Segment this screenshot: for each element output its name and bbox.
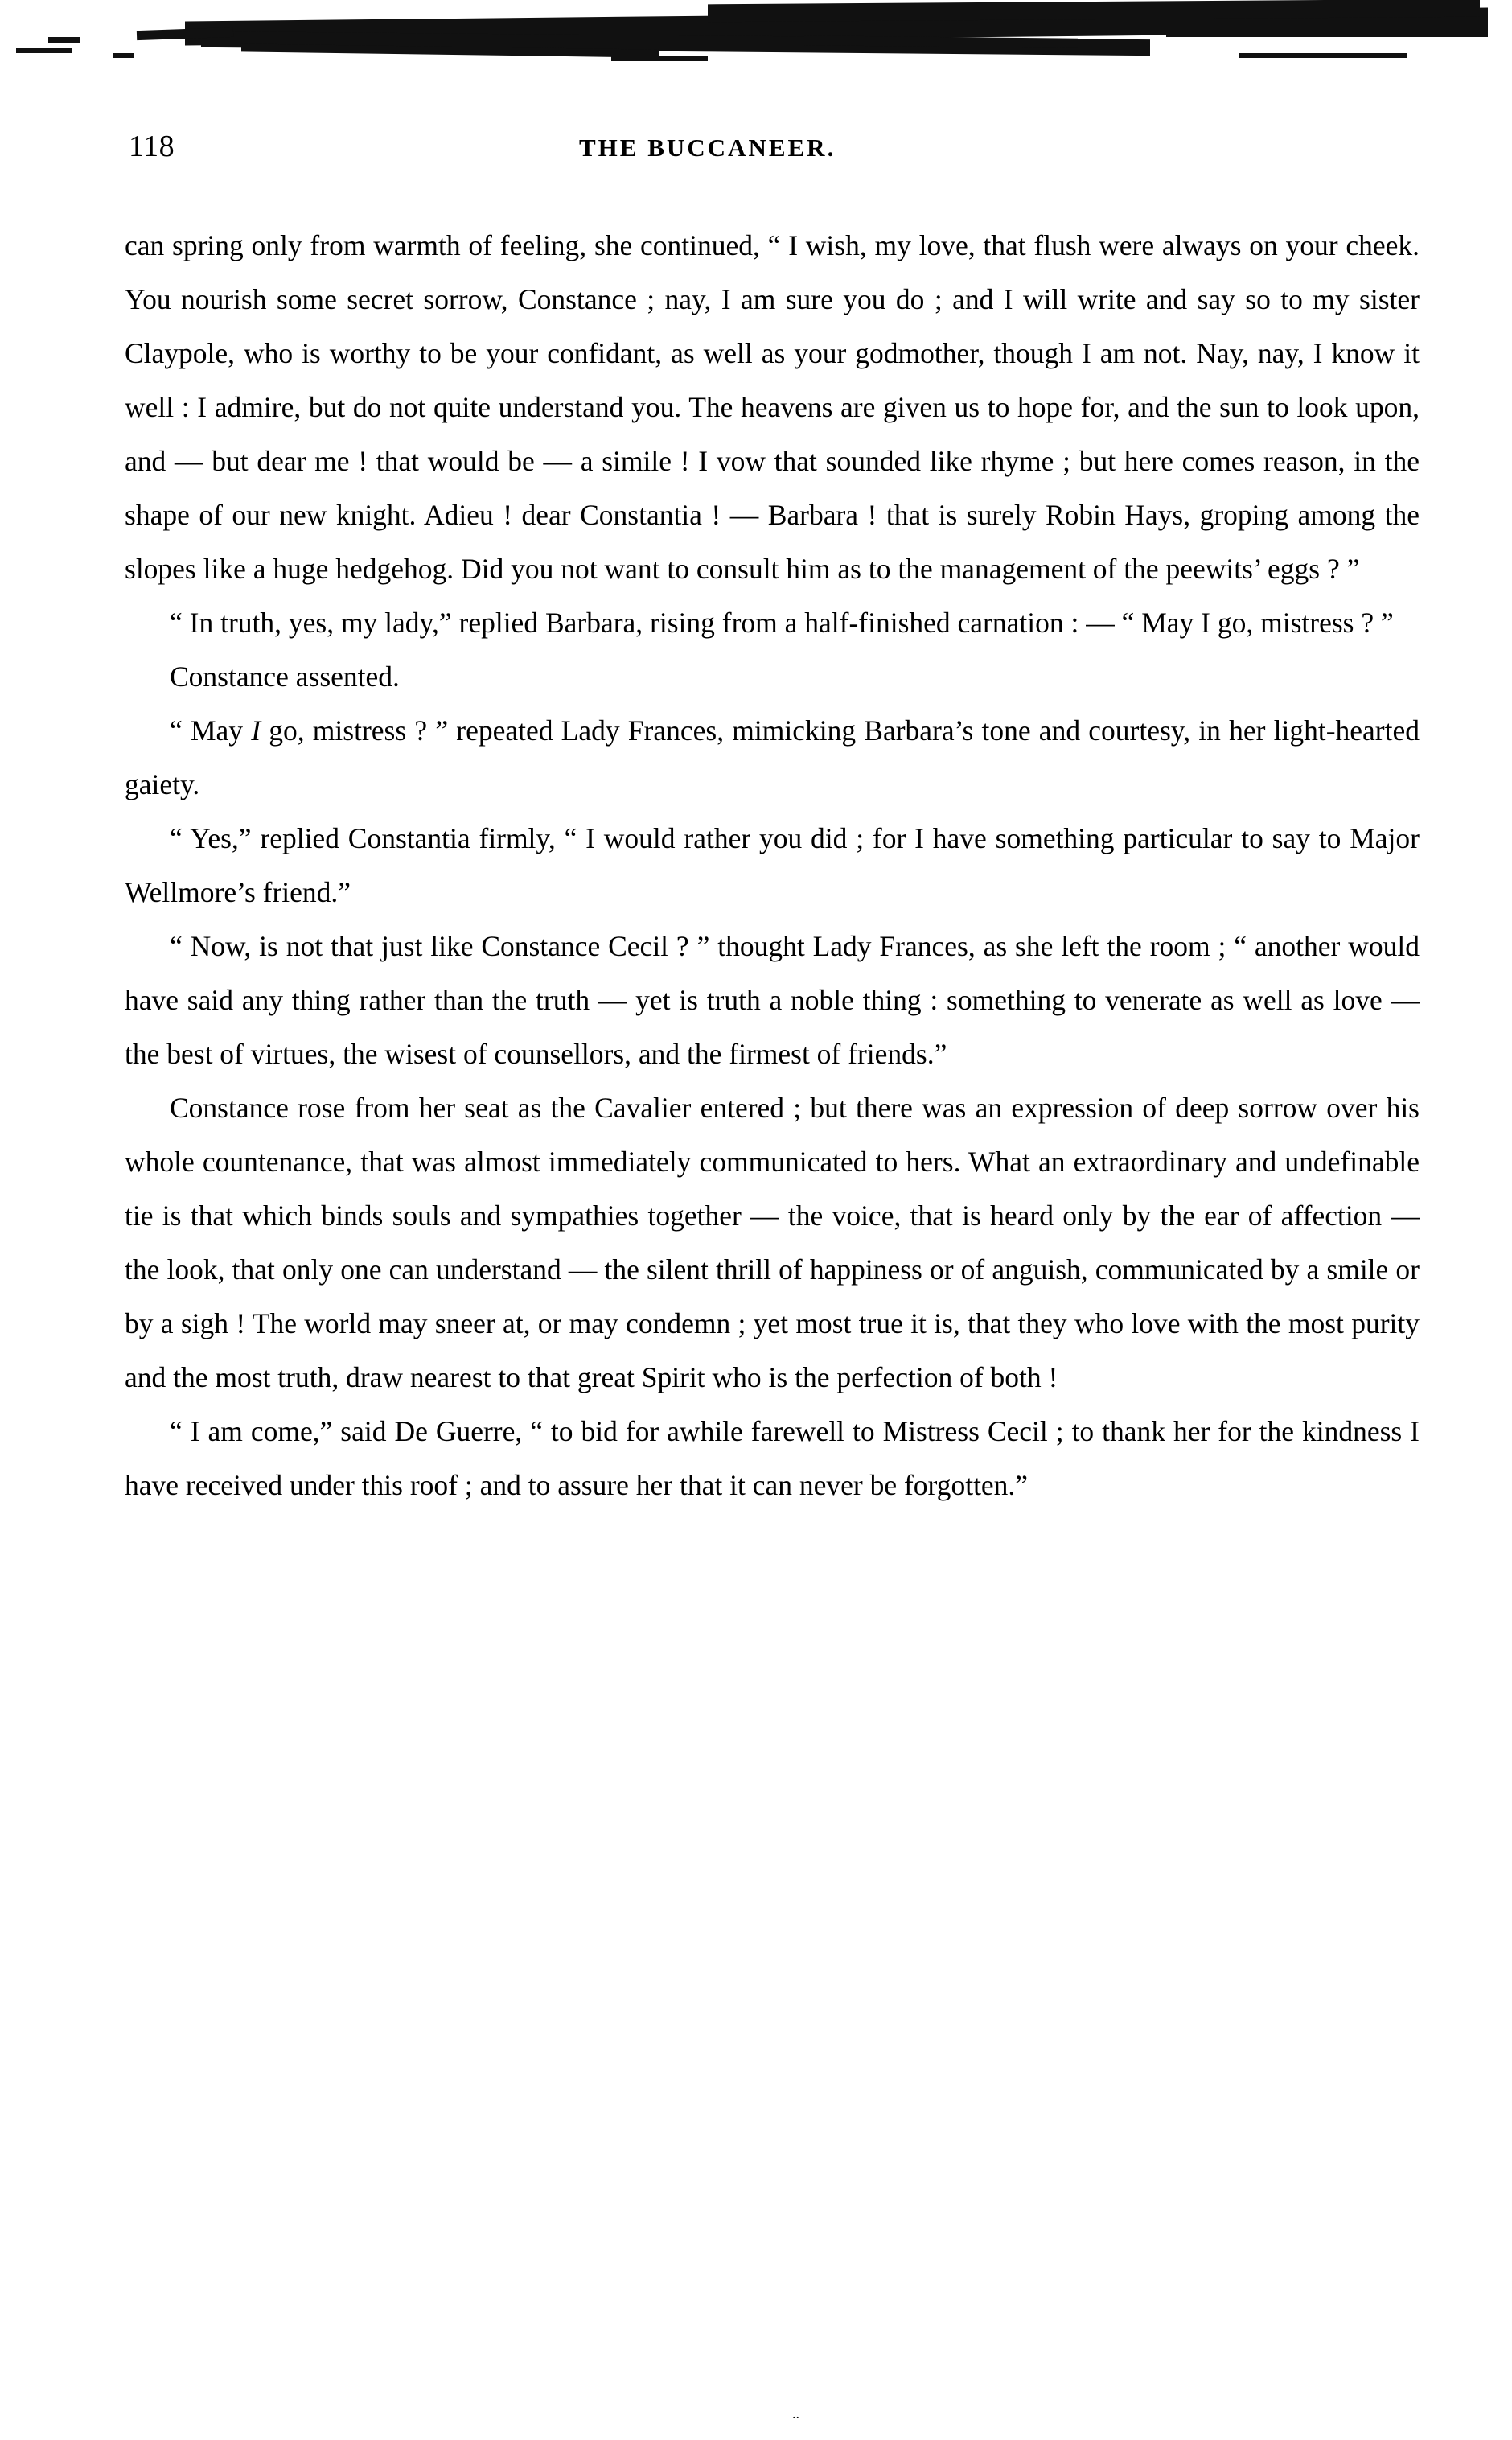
running-head: THE BUCCANEER. [579,134,836,162]
page-bottom-mark: .. [792,2405,799,2421]
paragraph-text-post: go, mistress ? ” repeated Lady Frances, mimicking Barbara’s tone and courtesy, in her light-hearted gaiety. [125,714,1420,800]
paragraph: “ I am come,” said De Guerre, “ to bid for awhile farewell to Mistress Cecil ; to thank her for the kindness I have received under this roof ; and to assure her that it can never be forgotten.” [125,1415,1420,1501]
paragraph-text-pre: “ May [170,714,252,747]
paragraph: can spring only from warmth of feeling, she continued, “ I wish, my love, that flush were always on your cheek. You nourish some secret sorrow, Constance ; nay, I am sure you do ; and I will write and say so to my sister Claypole, who is worthy to be your confidant, as well as your godmother, though I am not. Nay, nay, I know it well : I admire, but do not quite understand you. The heavens are given us to hope for, and the sun to look upon, and — but dear me ! that would be — a simile ! I vow that sounded like rhyme ; but here comes reason, in the shape of our new knight. Adieu ! dear Constantia ! — Barbara ! that is surely Robin Hays, groping among the slopes like a huge hedgehog. Did you not want to consult him as to the management of the peewits’ eggs ? ” [125,229,1420,585]
paragraph: “ Now, is not that just like Constance Cecil ? ” thought Lady Frances, as she left the room ; “ another would have said any thing rather than the truth — yet is truth a noble thing : something to venerate as well as love — the best of virtues, the wisest of counsellors, and the firmest of friends.” [125,930,1420,1070]
paragraph: Constance assented. [170,660,400,693]
paragraph: “ Yes,” replied Constantia firmly, “ I would rather you did ; for I have something particular to say to Major Wellmore’s friend.” [125,822,1420,908]
page-header [129,129,1415,177]
page-number: 118 [129,130,175,163]
paragraph: Constance rose from her seat as the Cavalier entered ; but there was an expression of deep sorrow over his whole countenance, that was almost immediately communicated to hers. What an extraordinary and undefinable tie is that which binds souls and sympathies together — the voice, that is heard only by the ear of affection — the look, that only one can understand — the silent thrill of happiness or of anguish, communicated by a smile or by a sigh ! The world may sneer at, or may condemn ; yet most true it is, that they who love with the most purity and the most truth, draw nearest to that great Spirit who is the perfection of both ! [125,1092,1420,1393]
italic-emphasis: I [251,714,261,747]
page-body [125,219,1420,1512]
paragraph-with-italic [125,704,1420,812]
paragraph: “ In truth, yes, my lady,” replied Barbara, rising from a half-finished carnation : — “ May I go, mistress ? ” [170,607,1394,639]
